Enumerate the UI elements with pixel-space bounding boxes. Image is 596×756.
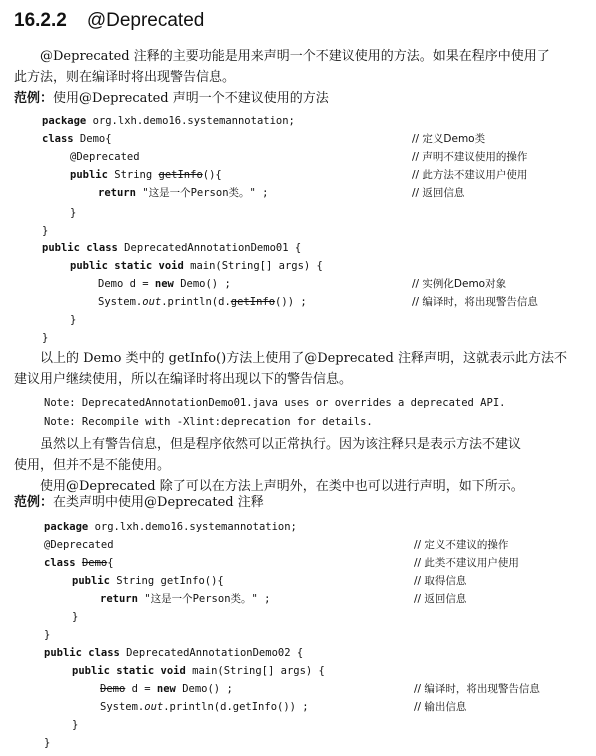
code-comment: // 输出信息 [414, 701, 467, 713]
code-line: @Deprecated [70, 151, 140, 163]
code-line: public static void main(String[] args) { [72, 665, 325, 677]
code-line: @Deprecated [44, 539, 114, 551]
code-line: public String getInfo(){ [70, 169, 222, 181]
code-line: } [70, 314, 77, 326]
code-line: } [44, 629, 51, 641]
code-comment: // 定义不建议的操作 [414, 539, 509, 551]
example-text: 使用@Deprecated 声明一个不建议使用的方法 [53, 91, 329, 106]
code-comment: // 此类不建议用户使用 [414, 557, 519, 569]
code-comment: // 声明不建议使用的操作 [412, 151, 528, 163]
code-comment: // 编译时，将出现警告信息 [412, 296, 538, 308]
code-line: package org.lxh.demo16.systemannotation; [44, 521, 297, 533]
code-comment: // 取得信息 [414, 575, 467, 587]
warning-line-1: 虽然以上有警告信息，但是程序依然可以正常执行。因为该注释只是表示方法不建议 [40, 437, 522, 452]
code-line: class Demo{ [44, 557, 114, 569]
code-line: public String getInfo(){ [72, 575, 224, 587]
code-line: return "这是一个Person类。" ; [98, 187, 269, 199]
code-line: public static void main(String[] args) { [70, 260, 323, 272]
compiler-note: Note: DeprecatedAnnotationDemo01.java uses or overrides a deprecated API. [44, 397, 506, 409]
code-comment: // 实例化Demo对象 [412, 278, 507, 290]
code-line: } [42, 225, 49, 237]
section-number: 16.2.2 [14, 10, 67, 31]
example-2-caption [14, 494, 264, 512]
warning-line-3: 使用@Deprecated 除了可以在方法上声明外，在类中也可以进行声明，如下所示。 [40, 479, 524, 494]
explanation-line-1: 以上的 Demo 类中的 getInfo()方法上使用了@Deprecated 注释声明，这就表示此方法不 [40, 351, 567, 366]
example-label: 范例： [14, 495, 54, 510]
code-line: return "这是一个Person类。" ; [100, 593, 271, 605]
code-comment: // 返回信息 [414, 593, 467, 605]
code-comment: // 编译时，将出现警告信息 [414, 683, 540, 695]
code-line: Demo d = new Demo() ; [100, 683, 233, 695]
code-line: System.out.println(d.getInfo()) ; [100, 701, 309, 713]
code-line: } [42, 332, 49, 344]
example-1-caption [14, 90, 329, 108]
code-line: } [70, 207, 77, 219]
code-line: } [72, 719, 79, 731]
warning-paragraph [14, 434, 580, 497]
code-line: public class DeprecatedAnnotationDemo01 { [42, 242, 302, 254]
intro-line-2: 此方法，则在编译时将出现警告信息。 [14, 70, 236, 85]
code-comment: // 返回信息 [412, 187, 465, 199]
code-line: class Demo{ [42, 133, 112, 145]
section-heading [14, 10, 204, 32]
warning-line-2: 使用，但并不是不能使用。 [14, 458, 171, 473]
code-line: System.out.println(d.getInfo()) ; [98, 296, 307, 308]
code-line: package org.lxh.demo16.systemannotation; [42, 115, 295, 127]
compiler-note: Note: Recompile with -Xlint:deprecation for details. [44, 416, 373, 428]
code-line: public class DeprecatedAnnotationDemo02 { [44, 647, 304, 659]
example-label: 范例： [14, 91, 54, 106]
code-line: Demo d = new Demo() ; [98, 278, 231, 290]
intro-paragraph [14, 46, 580, 88]
code-line: } [72, 611, 79, 623]
code-comment: // 定义Demo类 [412, 133, 486, 145]
code-comment: // 此方法不建议用户使用 [412, 169, 528, 181]
example-text: 在类声明中使用@Deprecated 注释 [53, 495, 264, 510]
intro-line-1: @Deprecated 注释的主要功能是用来声明一个不建议使用的方法。如果在程序中使用了 [40, 49, 550, 64]
explanation-line-2: 建议用户继续使用，所以在编译时将出现以下的警告信息。 [14, 372, 353, 387]
section-title: @Deprecated [86, 10, 205, 31]
explanation-paragraph [14, 348, 580, 390]
code-line: } [44, 737, 51, 749]
